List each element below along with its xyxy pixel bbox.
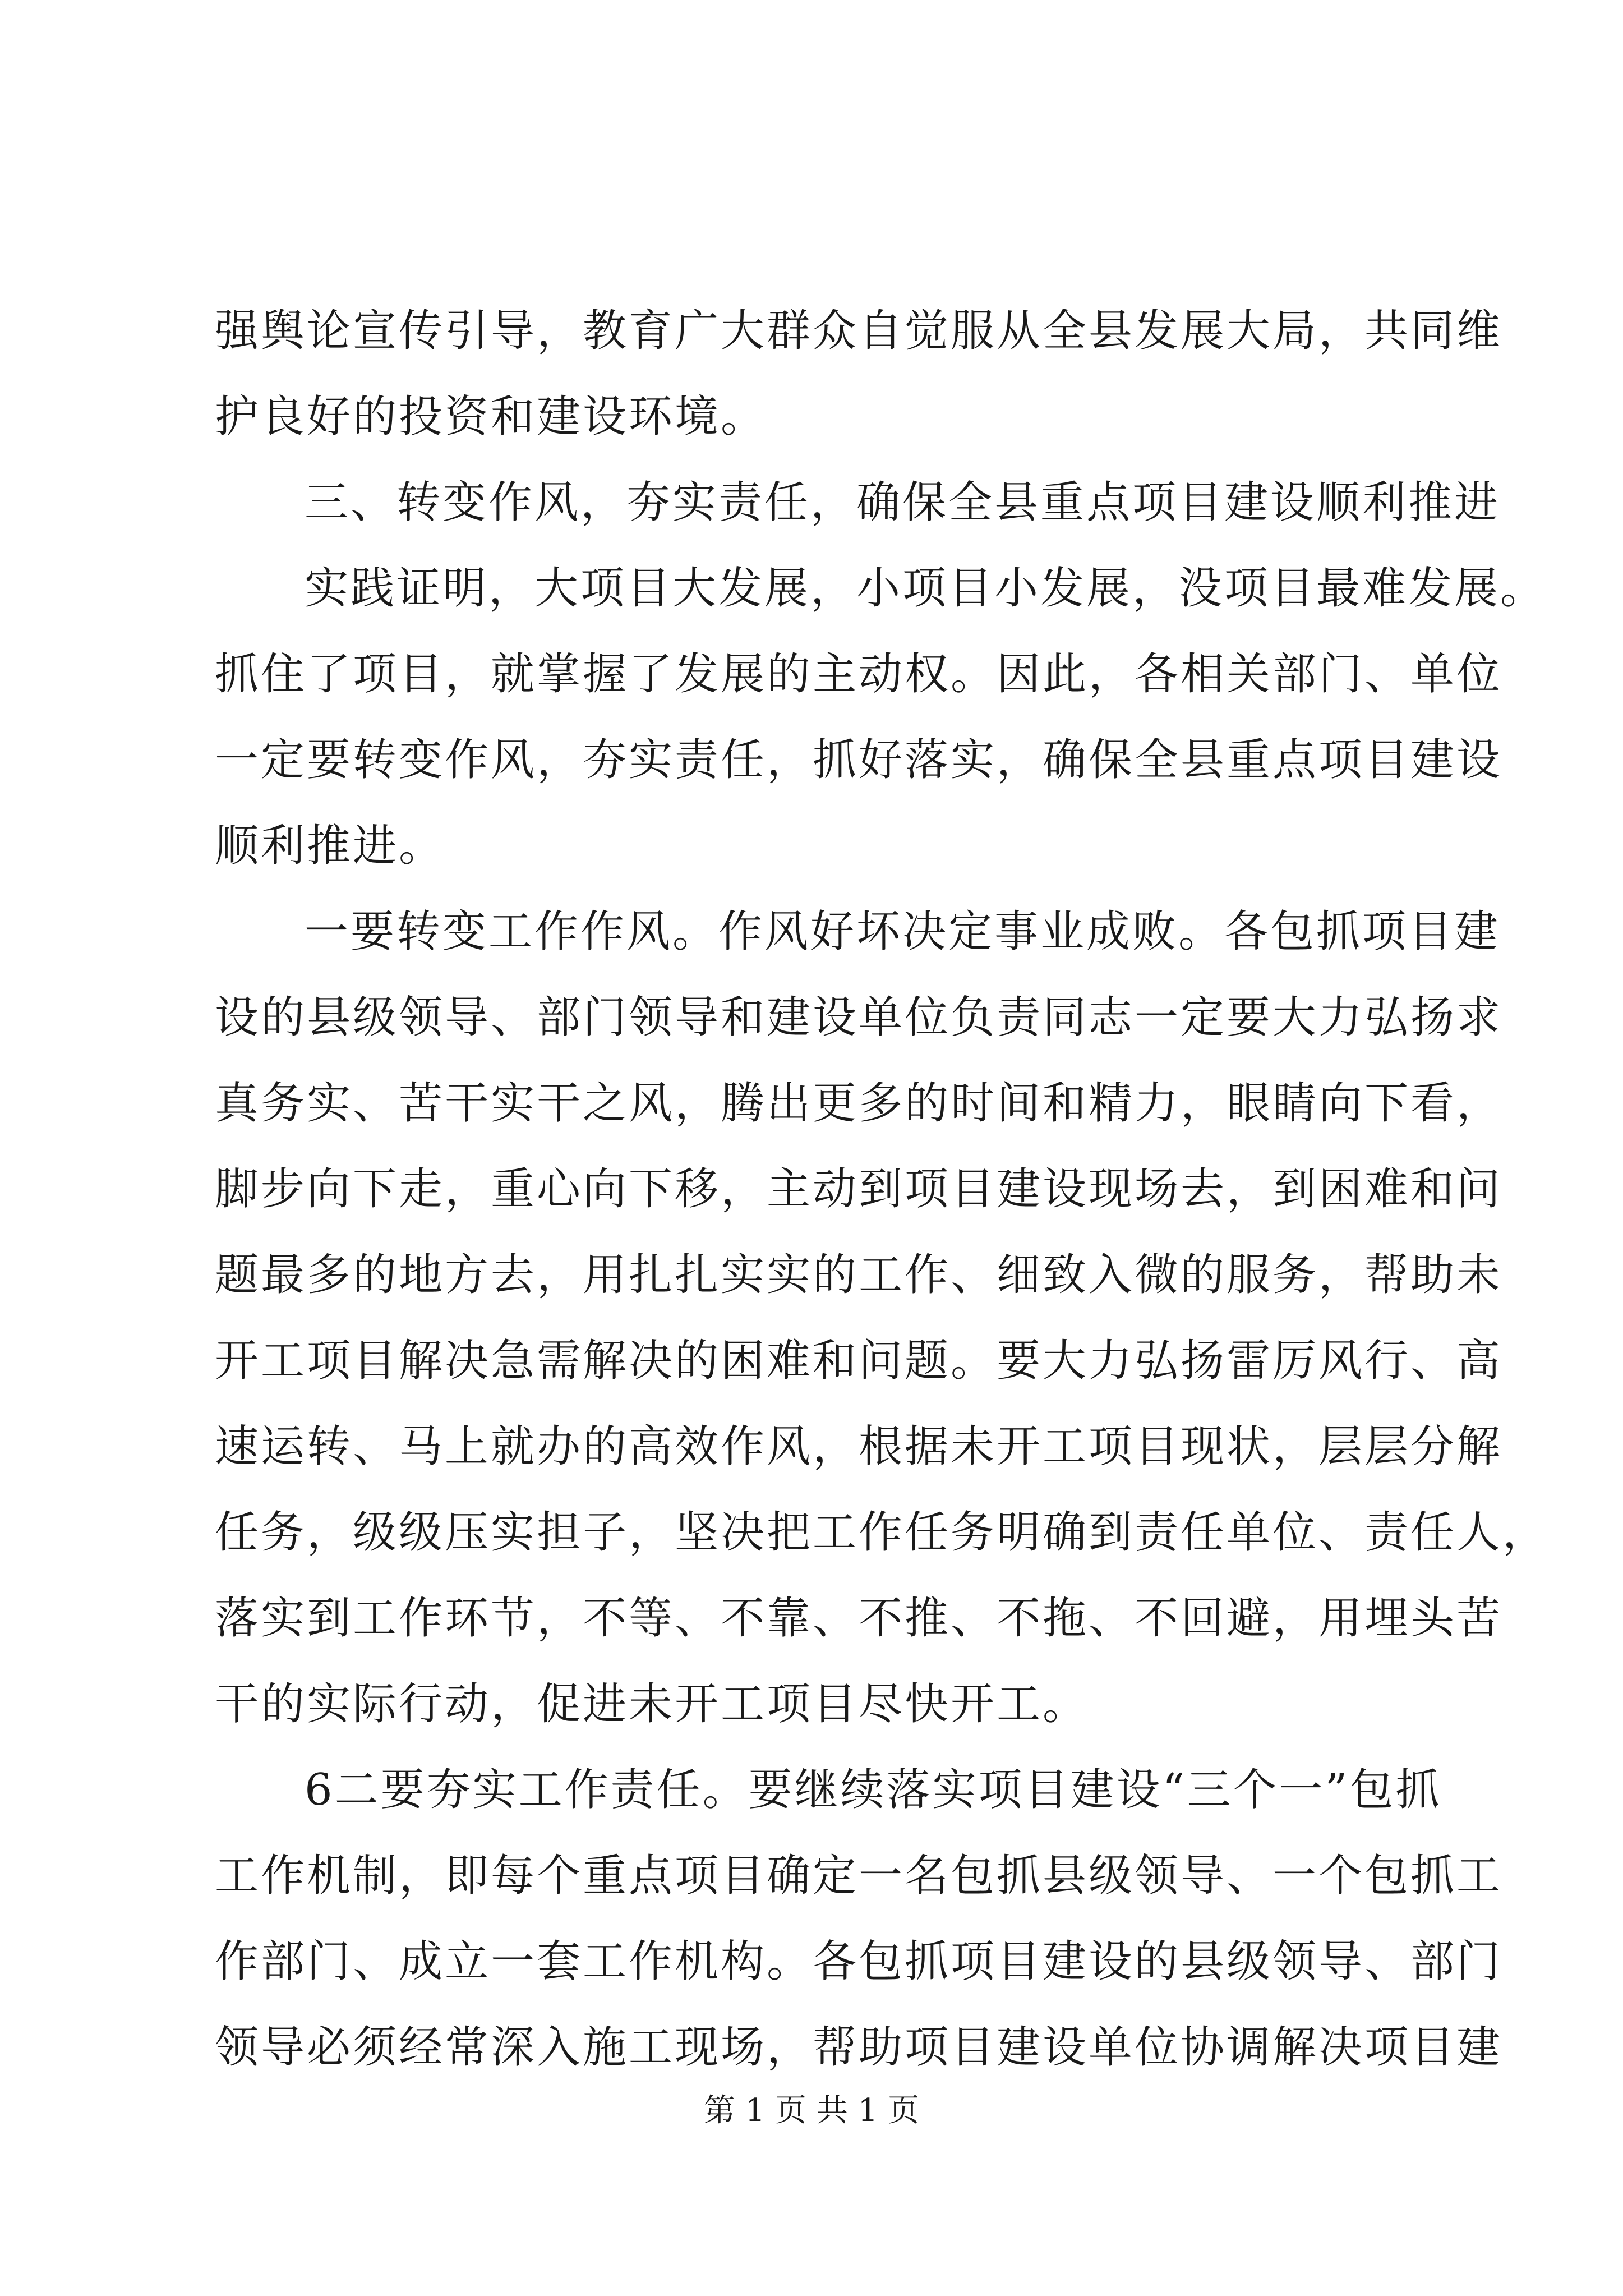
text-line: 顺利推进。: [215, 821, 445, 871]
text-line: 设的县级领导、部门领导和建设单位负责同志一定要大力弘扬求: [215, 992, 1503, 1043]
text-line: 强舆论宣传引导，教育广大群众自觉服从全县发展大局，共同维: [215, 306, 1503, 356]
text-line: 工作机制，即每个重点项目确定一名包抓县级领导、一个包抓工: [215, 1851, 1503, 1901]
paragraph-first-line: 6二要夯实工作责任。要继续落实项目建设“三个一”包抓: [305, 1765, 1442, 1815]
text-line: 一定要转变作风，夯实责任，抓好落实，确保全县重点项目建设: [215, 735, 1503, 785]
section-heading: 三、转变作风，夯实责任，确保全县重点项目建设顺利推进: [305, 477, 1501, 528]
text-line: 速运转、马上就办的高效作风，根据未开工项目现状，层层分解: [215, 1421, 1503, 1472]
text-line: 开工项目解决急需解决的困难和问题。要大力弘扬雷厉风行、高: [215, 1336, 1503, 1386]
text-line: 脚步向下走，重心向下移，主动到项目建设现场去，到困难和问: [215, 1164, 1503, 1214]
text-line: 任务，级级压实担子，坚决把工作任务明确到责任单位、责任人，: [215, 1507, 1549, 1558]
text-line: 护良好的投资和建设环境。: [215, 392, 767, 442]
text-line: 抓住了项目，就掌握了发展的主动权。因此，各相关部门、单位: [215, 649, 1503, 700]
text-line: 题最多的地方去，用扎扎实实的工作、细致入微的服务，帮助未: [215, 1250, 1503, 1300]
paragraph-first-line: 实践证明，大项目大发展，小项目小发展，没项目最难发展。: [305, 563, 1547, 614]
text-line: 干的实际行动，促进未开工项目尽快开工。: [215, 1679, 1089, 1729]
paragraph-first-line: 一要转变工作作风。作风好坏决定事业成败。各包抓项目建: [305, 907, 1501, 957]
text-line: 领导必须经常深入施工现场，帮助项目建设单位协调解决项目建: [215, 2022, 1503, 2073]
text-line: 落实到工作环节，不等、不靠、不推、不拖、不回避，用埋头苦: [215, 1593, 1503, 1644]
page-footer: 第 1 页 共 1 页: [703, 2092, 920, 2129]
text-line: 真务实、苦干实干之风，腾出更多的时间和精力，眼睛向下看，: [215, 1078, 1503, 1129]
text-line: 作部门、成立一套工作机构。各包抓项目建设的县级领导、部门: [215, 1936, 1503, 1987]
